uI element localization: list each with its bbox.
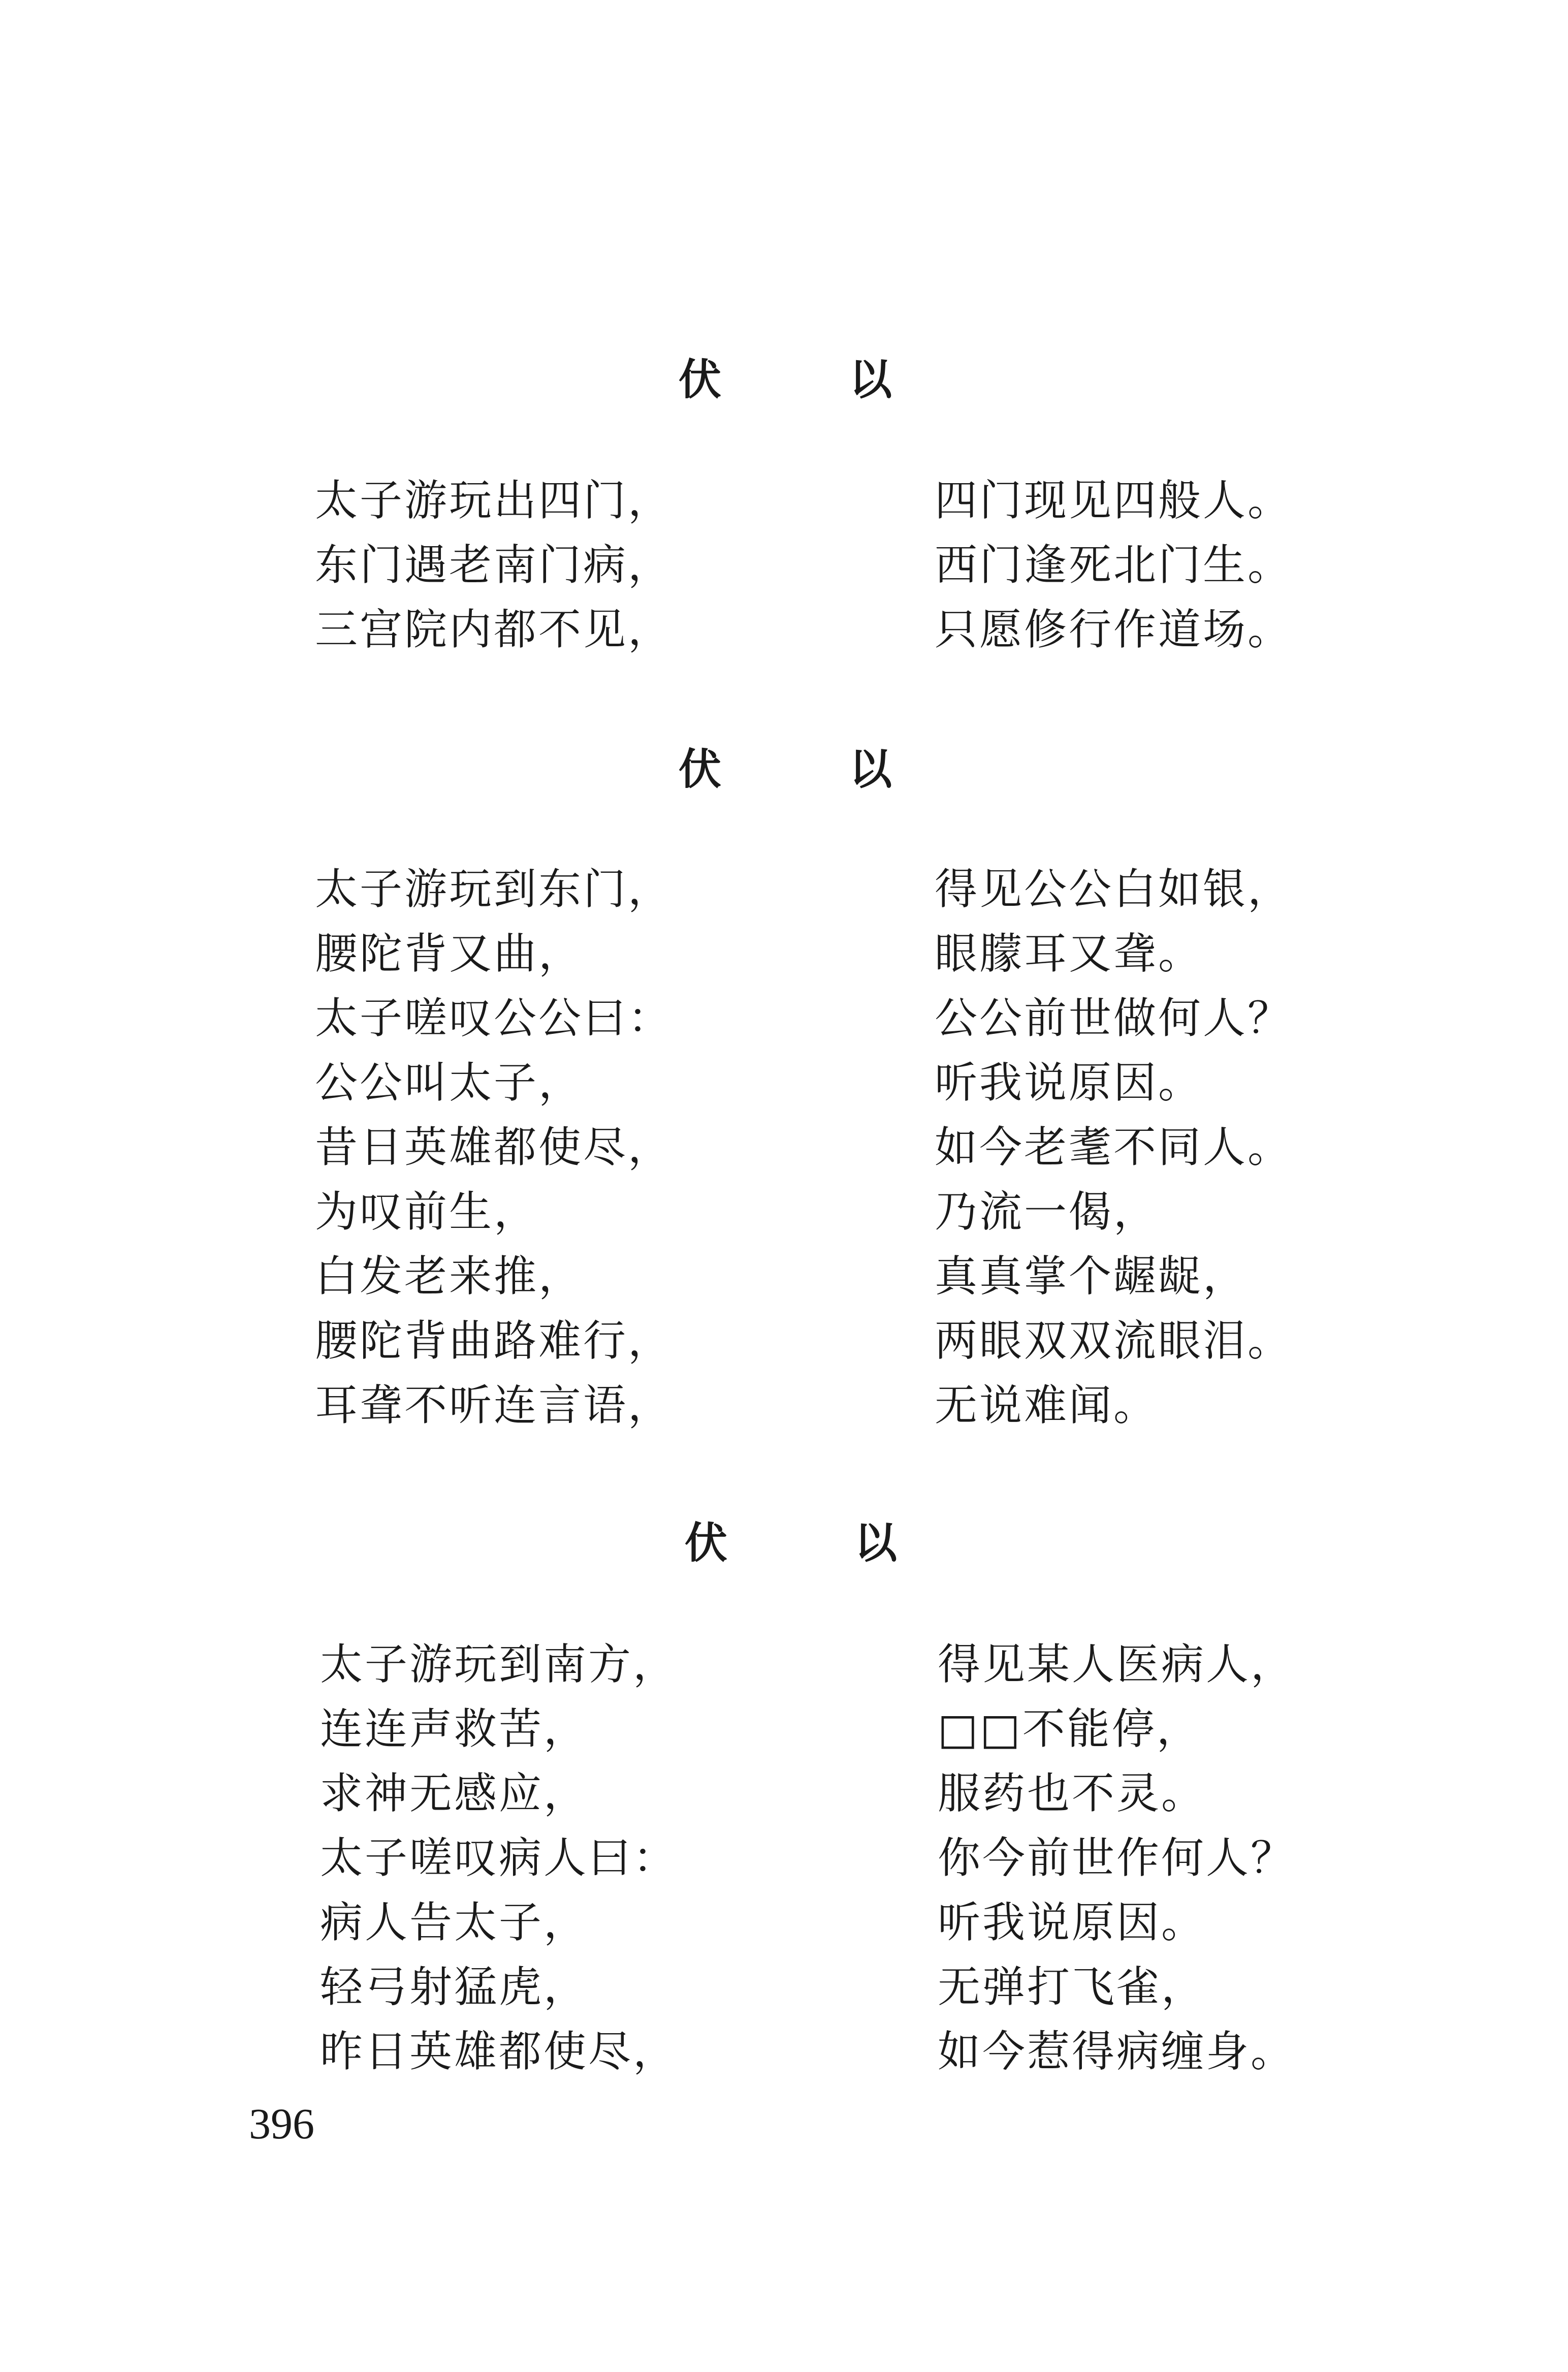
verse-right: 四门现见四般人。 bbox=[935, 476, 1293, 525]
verse-left: 公公叫太子， bbox=[315, 1058, 584, 1108]
verse-left: 耳聋不听连言语， bbox=[315, 1380, 673, 1430]
heading-char-left: 伏 bbox=[679, 744, 722, 794]
verse-right: 你今前世作何人？ bbox=[938, 1833, 1296, 1883]
page-number: 396 bbox=[249, 2099, 314, 2148]
verse-left: 轻弓射猛虎， bbox=[320, 1962, 589, 2012]
section-heading bbox=[0, 1509, 1568, 1568]
verse-left: 太子游玩到东门， bbox=[315, 864, 673, 914]
verse-left: 东门遇老南门病， bbox=[315, 540, 673, 590]
verse-left: 太子嗟叹病人曰： bbox=[320, 1833, 678, 1883]
verse-right: 两眼双双流眼泪。 bbox=[935, 1316, 1293, 1366]
verse-left: 白发老来推， bbox=[315, 1251, 584, 1301]
verse-right: 无弹打飞雀， bbox=[938, 1962, 1206, 2012]
verse-left: 太子游玩出四门， bbox=[315, 476, 673, 525]
verse-right: 眼朦耳又聋。 bbox=[935, 929, 1203, 978]
verse-left: 腰陀背又曲， bbox=[315, 929, 584, 978]
verse-right: 如今老耄不同人。 bbox=[935, 1122, 1293, 1172]
verse-left: 太子嗟叹公公曰： bbox=[315, 993, 673, 1043]
section-heading bbox=[0, 735, 1568, 794]
verse-right: 听我说原因。 bbox=[938, 1897, 1206, 1947]
verse-right: □□不能停， bbox=[938, 1704, 1201, 1754]
verse-right: 服药也不灵。 bbox=[938, 1768, 1206, 1818]
heading-char-right: 以 bbox=[849, 355, 892, 404]
verse-left: 腰陀背曲路难行， bbox=[315, 1316, 673, 1366]
verse-right: 得见某人医病人， bbox=[938, 1639, 1296, 1689]
verse-right: 得见公公白如银， bbox=[935, 864, 1293, 914]
section-heading bbox=[0, 345, 1568, 404]
verse-left: 昨日英雄都使尽， bbox=[320, 2027, 678, 2076]
verse-right: 如今惹得病缠身。 bbox=[938, 2027, 1296, 2076]
heading-char-left: 伏 bbox=[679, 355, 722, 404]
verse-left: 昔日英雄都使尽， bbox=[315, 1122, 673, 1172]
verse-right: 只愿修行作道场。 bbox=[935, 605, 1293, 654]
verse-right: 听我说原因。 bbox=[935, 1058, 1203, 1108]
heading-char-right: 以 bbox=[854, 1518, 898, 1568]
verse-left: 连连声救苦， bbox=[320, 1704, 589, 1754]
verse-left: 三宫院内都不见， bbox=[315, 605, 673, 654]
heading-char-right: 以 bbox=[849, 744, 892, 794]
verse-left: 太子游玩到南方， bbox=[320, 1639, 678, 1689]
verse-left: 病人告太子， bbox=[320, 1897, 589, 1947]
verse-right: 乃流一偈， bbox=[935, 1187, 1159, 1237]
verse-left: 为叹前生， bbox=[315, 1187, 539, 1237]
verse-right: 真真掌个龌龊， bbox=[935, 1251, 1248, 1301]
verse-right: 无说难闻。 bbox=[935, 1380, 1159, 1430]
verse-left: 求神无感应， bbox=[320, 1768, 589, 1818]
verse-right: 公公前世做何人？ bbox=[935, 993, 1293, 1043]
heading-char-left: 伏 bbox=[685, 1518, 728, 1568]
verse-right: 西门逢死北门生。 bbox=[935, 540, 1293, 590]
